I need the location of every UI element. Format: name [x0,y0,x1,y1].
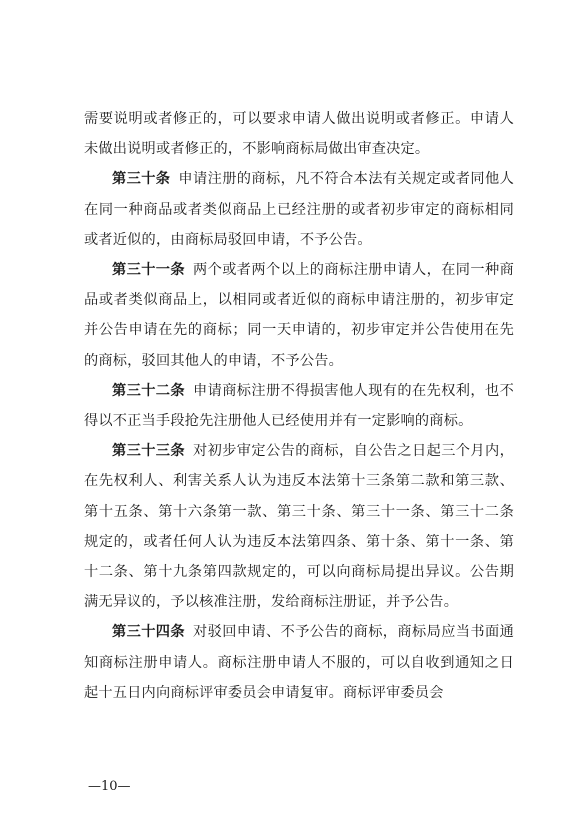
article-33-text: 对初步审定公告的商标，自公告之日起三个月内，在先权利人、利害关系人认为违反本法第十三条第二款和第三款、第十五条、第十六条第一款、第三十条、第三十一条、第三十二条规定的，或者任何人认为违反本法第四条、第十条、第十一条、第十二条、第十九条第四款规定的，可以向商标局提出异议。公告期满无异议的，予以核准注册，发给商标注册证，并予公告。 [84,443,514,611]
page-number: —10— [88,779,131,794]
article-32-text: 申请商标注册不得损害他人现有的在先权利，也不得以不正当手段抢先注册他人已经使用并有一定影响的商标。 [84,382,514,430]
article-30-text: 申请注册的商标，凡不符合本法有关规定或者同他人在同一种商品或者类似商品上已经注册的或者初步审定的商标相同或者近似的，由商标局驳回申请，不予公告。 [84,171,514,248]
article-31-text: 两个或者两个以上的商标注册申请人，在同一种商品或者类似商品上，以相同或者近似的商标申请注册的，初步审定并公告申请在先的商标；同一天申请的，初步审定并公告使用在先的商标，驳回其他人的申请，不予公告。 [84,262,514,369]
article-34-paragraph [84,617,514,708]
article-34-label: 第三十四条 [112,624,185,641]
article-31-label: 第三十一条 [112,262,185,279]
article-33-label: 第三十三条 [112,443,185,460]
body-text [84,104,514,708]
article-30-paragraph [84,164,514,255]
article-34-text: 对驳回申请、不予公告的商标，商标局应当书面通知商标注册申请人。商标注册申请人不服的，可以自收到通知之日起十五日内向商标评审委员会申请复审。商标评审委员会 [84,624,514,701]
article-32-label: 第三十二条 [112,382,185,399]
article-31-paragraph [84,255,514,376]
continuation-paragraph: 需要说明或者修正的，可以要求申请人做出说明或者修正。申请人未做出说明或者修正的，不影响商标局做出审查决定。 [84,111,514,158]
article-32-paragraph [84,376,514,436]
article-33-paragraph [84,436,514,617]
article-30-label: 第三十条 [112,171,171,188]
